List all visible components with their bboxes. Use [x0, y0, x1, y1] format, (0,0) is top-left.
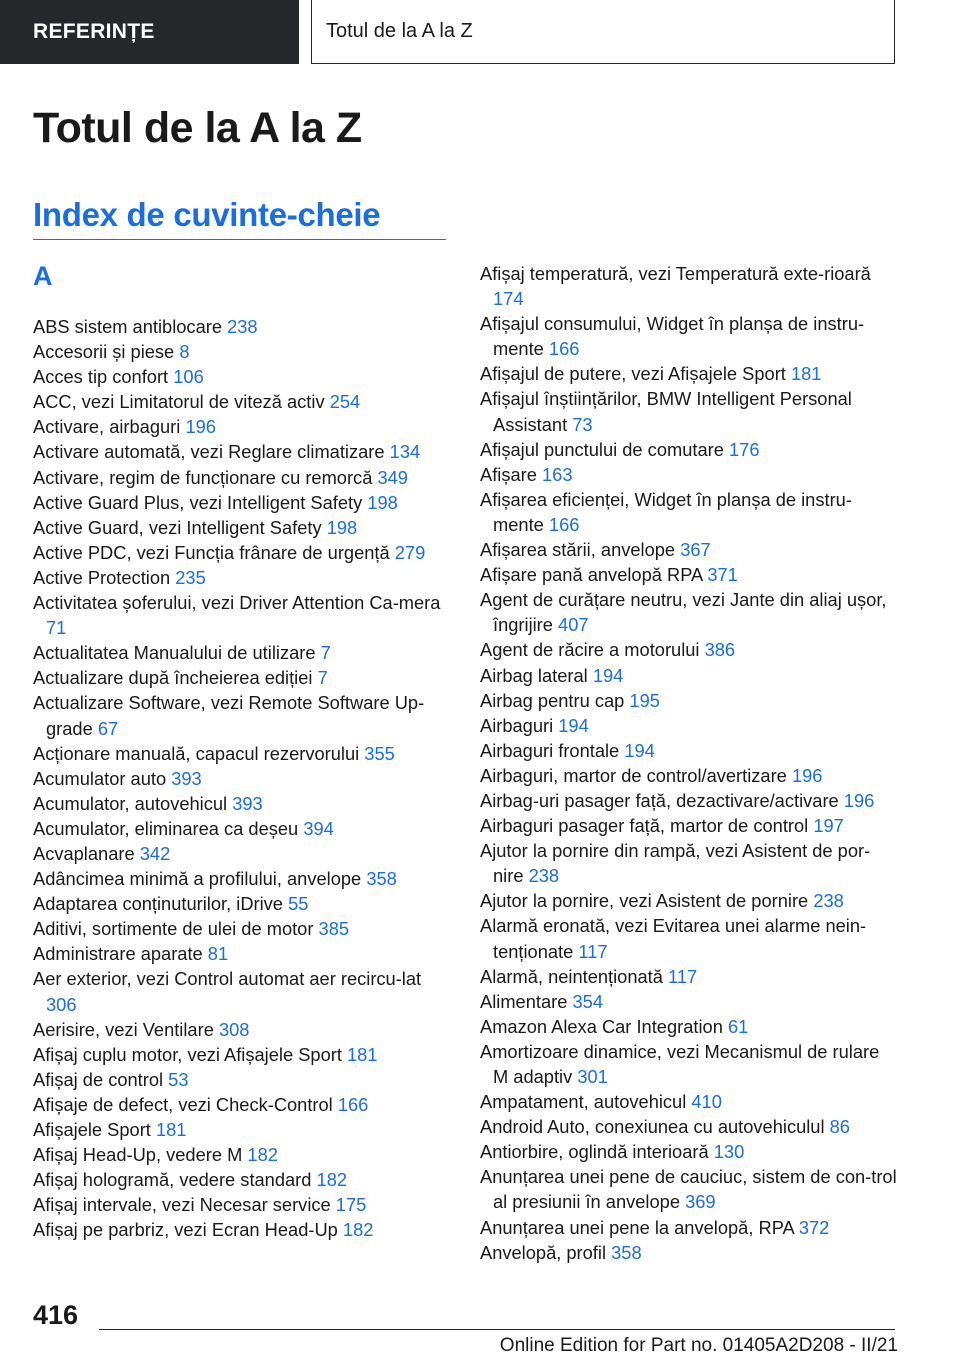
- index-entry: [33, 1167, 453, 1192]
- index-entry-page-link[interactable]: 166: [548, 338, 580, 360]
- index-entry-page-link[interactable]: 349: [377, 466, 408, 488]
- index-entry: [480, 537, 898, 562]
- index-entry: [33, 590, 453, 640]
- index-entry-page-link[interactable]: 358: [366, 868, 397, 890]
- index-entry: [33, 1017, 453, 1042]
- index-entry: [33, 791, 453, 816]
- index-entry-page-link[interactable]: 73: [572, 413, 593, 435]
- index-entry: [480, 487, 898, 537]
- page-title: Totul de la A la Z: [33, 104, 362, 152]
- index-entry-text: Afișajele Sport: [33, 1119, 151, 1140]
- index-entry: [33, 941, 453, 966]
- index-entry-text: Afișare pană anvelopă RPA: [480, 564, 703, 586]
- index-entry-page-link[interactable]: 130: [713, 1141, 745, 1163]
- index-entry-page-link[interactable]: 174: [493, 288, 524, 310]
- index-entry: [480, 311, 898, 361]
- chapter-tab-label: Totul de la A la Z: [326, 20, 473, 42]
- index-entry-text: Afișajul înștiințărilor, BMW Intelligent Personal Assistant: [480, 388, 852, 435]
- index-entry-text: Airbaguri: [480, 714, 554, 736]
- index-entry: [33, 841, 453, 866]
- footer-edition-text: Online Edition for Part no. 01405A2D208 - II/21: [499, 1335, 898, 1356]
- index-entry-text: Amortizoare dinamice, vezi Mecanismul de rulare M adaptiv: [480, 1040, 880, 1087]
- index-entry-text: ACC, vezi Limitatorul de viteză activ: [33, 391, 325, 413]
- index-entry-text: Acționare manuală, capacul rezervorului: [33, 742, 360, 764]
- index-entry-page-link[interactable]: 342: [139, 842, 171, 864]
- index-entry-page-link[interactable]: 238: [813, 890, 844, 912]
- index-entry: [480, 989, 898, 1014]
- index-entry-page-link[interactable]: 7: [317, 667, 328, 689]
- index-entry-text: Actualitatea Manualului de utilizare: [33, 642, 316, 664]
- index-entry: [480, 913, 898, 963]
- index-entry-text: Active Guard, vezi Intelligent Safety: [33, 516, 322, 538]
- page-number: 416: [33, 1300, 79, 1330]
- index-entry: [33, 314, 453, 339]
- index-entry-page-link[interactable]: 198: [326, 516, 358, 538]
- index-entry-page-link[interactable]: 355: [364, 742, 395, 764]
- index-entry: [480, 738, 898, 763]
- index-entry: [480, 1039, 898, 1089]
- index-entry: [480, 1014, 898, 1039]
- index-entry-page-link[interactable]: 367: [680, 539, 711, 561]
- index-entry: [33, 465, 453, 490]
- index-entry-page-link[interactable]: 8: [179, 341, 190, 363]
- index-entry-page-link[interactable]: 181: [155, 1119, 187, 1140]
- index-entry-page-link[interactable]: 181: [347, 1043, 378, 1065]
- index-entry: [480, 1240, 898, 1265]
- index-entry-text: Anunțarea unei pene la anvelopă, RPA: [480, 1216, 794, 1238]
- index-column-right: [480, 261, 898, 1265]
- index-entry-text: Afișare: [480, 463, 537, 485]
- index-entry-text: Android Auto, conexiunea cu autovehiculul: [480, 1116, 825, 1138]
- index-entry-text: Acumulator, eliminarea ca deșeu: [33, 817, 299, 839]
- index-entry-page-link[interactable]: 371: [707, 564, 738, 586]
- index-entry: [33, 916, 453, 941]
- index-entry-text: Airbag pentru cap: [480, 689, 625, 711]
- index-entry: [33, 816, 453, 841]
- index-entry-text: Actualizare Software, vezi Remote Software Up‐grade: [33, 692, 425, 739]
- index-entry-page-link[interactable]: 393: [232, 792, 263, 814]
- index-entry: [33, 339, 453, 364]
- index-entry-page-link[interactable]: 194: [624, 739, 655, 761]
- index-entry: [480, 713, 898, 738]
- index-entry-text: Afișaj intervale, vezi Necesar service: [33, 1194, 331, 1216]
- index-entry-text: Alarmă, neintenționată: [480, 965, 663, 987]
- index-column-left: [33, 314, 453, 1242]
- index-entry-page-link[interactable]: 175: [335, 1194, 367, 1216]
- index-entry-page-link[interactable]: 53: [168, 1068, 189, 1090]
- index-entry: [33, 741, 453, 766]
- index-entry: [33, 1142, 453, 1167]
- index-entry-page-link[interactable]: 117: [668, 965, 698, 987]
- index-entry: [480, 1089, 898, 1114]
- index-entry-text: Accesorii și piese: [33, 341, 175, 363]
- index-entry: [33, 866, 453, 891]
- index-entry-page-link[interactable]: 194: [592, 664, 624, 686]
- index-entry-text: Amazon Alexa Car Integration: [480, 1015, 723, 1037]
- index-entry: [480, 1139, 898, 1164]
- index-entry-text: Airbag-uri pasager față, dezactivare/activare: [480, 789, 839, 811]
- index-entry-text: Alarmă eronată, vezi Evitarea unei alarme nein‐tenționate: [480, 915, 867, 962]
- index-entry: [480, 788, 898, 813]
- index-entry-text: Ampatament, autovehicul: [480, 1091, 687, 1113]
- index-entry-page-link[interactable]: 182: [342, 1219, 374, 1241]
- index-entry-page-link[interactable]: 254: [329, 391, 361, 413]
- index-entry: [33, 966, 453, 1016]
- section-tab: [0, 0, 299, 64]
- index-entry-text: Anunțarea unei pene de cauciuc, sistem de con‐trol al presiunii în anvelope: [480, 1166, 897, 1213]
- index-entry: [480, 1215, 898, 1240]
- index-entry-page-link[interactable]: 354: [572, 990, 603, 1012]
- index-entry-text: Anvelopă, profil: [480, 1241, 607, 1263]
- index-entry-page-link[interactable]: 197: [813, 815, 844, 837]
- index-entry-text: Activare, regim de funcționare cu remorcă: [33, 466, 373, 488]
- index-entry-text: Afișaje de defect, vezi Check-Control: [33, 1093, 333, 1115]
- index-entry-page-link[interactable]: 358: [611, 1241, 642, 1263]
- index-entry-text: Afișajul de putere, vezi Afișajele Sport: [480, 363, 786, 385]
- index-entry-text: Afișaj hologramă, vedere standard: [33, 1169, 312, 1191]
- index-entry-page-link[interactable]: 194: [558, 714, 589, 736]
- index-entry-page-link[interactable]: 196: [791, 764, 823, 786]
- section-divider: [33, 239, 446, 240]
- index-entry-text: Activare automată, vezi Reglare climatizare: [33, 441, 385, 463]
- index-entry-page-link[interactable]: 410: [691, 1091, 722, 1113]
- index-entry-text: Afișaj temperatură, vezi Temperatură exte‐rioară: [480, 263, 871, 284]
- index-entry-page-link[interactable]: 181: [790, 363, 822, 385]
- index-entry: [33, 1067, 453, 1092]
- index-entry-text: Acvaplanare: [33, 842, 135, 864]
- index-entry-text: Activitatea șoferului, vezi Driver Attention Ca‐mera: [33, 592, 441, 614]
- index-entry-page-link[interactable]: 308: [218, 1018, 250, 1040]
- index-entry: [33, 1217, 453, 1242]
- index-entry-page-link[interactable]: 393: [171, 767, 202, 789]
- index-entry: [33, 364, 453, 389]
- index-entry-page-link[interactable]: 67: [97, 717, 119, 739]
- index-entry: [480, 437, 898, 462]
- index-entry-text: Active Guard Plus, vezi Intelligent Safety: [33, 491, 363, 513]
- index-entry: [33, 414, 453, 439]
- index-entry: [480, 386, 898, 436]
- index-entry: [480, 663, 898, 688]
- index-entry: [33, 389, 453, 414]
- index-entry-page-link[interactable]: 163: [542, 463, 573, 485]
- index-entry-text: Ajutor la pornire, vezi Asistent de pornire: [480, 890, 809, 912]
- index-entry-page-link[interactable]: 86: [829, 1116, 850, 1138]
- index-entry-page-link[interactable]: 134: [389, 441, 421, 463]
- index-entry-page-link[interactable]: 195: [629, 689, 660, 711]
- index-entry-page-link[interactable]: 182: [316, 1169, 348, 1191]
- index-entry: [33, 439, 453, 464]
- index-entry-text: Acumulator auto: [33, 767, 167, 789]
- index-entry-text: Acumulator, autovehicul: [33, 792, 228, 814]
- index-entry: [480, 1114, 898, 1139]
- index-entry: [33, 766, 453, 791]
- index-entry-page-link[interactable]: 166: [337, 1093, 369, 1115]
- index-entry: [33, 565, 453, 590]
- index-entry-text: Acces tip confort: [33, 366, 169, 388]
- index-letter-heading: A: [33, 261, 53, 291]
- index-entry-text: Afișarea eficienței, Widget în planșa de instru‐mente: [480, 488, 852, 535]
- index-entry-text: Active Protection: [33, 566, 171, 588]
- index-entry-text: Agent de răcire a motorului: [480, 639, 700, 661]
- index-entry: [480, 1164, 898, 1214]
- footer-divider: [99, 1329, 895, 1330]
- index-entry-page-link[interactable]: 106: [173, 366, 204, 388]
- index-entry-page-link[interactable]: 166: [548, 513, 580, 535]
- index-entry-text: Afișajul punctului de comutare: [480, 438, 724, 460]
- index-entry: [480, 964, 898, 989]
- index-entry: [33, 690, 453, 740]
- index-entry: [480, 562, 898, 587]
- chapter-tab: [311, 0, 895, 64]
- index-entry-text: Actualizare după încheierea ediției: [33, 667, 313, 689]
- index-entry: [33, 640, 453, 665]
- index-entry: [33, 1042, 453, 1067]
- index-entry-text: Airbaguri frontale: [480, 739, 620, 761]
- index-entry-text: Afișarea stării, anvelope: [480, 539, 676, 561]
- index-entry-page-link[interactable]: 55: [288, 893, 309, 915]
- index-entry-page-link[interactable]: 81: [207, 943, 229, 965]
- index-entry-page-link[interactable]: 182: [247, 1144, 278, 1166]
- index-entry: [480, 587, 898, 637]
- index-entry: [33, 1192, 453, 1217]
- index-entry-text: ABS sistem antiblocare: [33, 316, 222, 337]
- index-entry-page-link[interactable]: 117: [578, 940, 608, 962]
- index-entry-text: Antiorbire, oglindă interioară: [480, 1141, 709, 1163]
- index-entry-text: Alimentare: [480, 990, 568, 1012]
- index-entry: [480, 688, 898, 713]
- index-entry-page-link[interactable]: 71: [46, 617, 67, 639]
- section-tab-label: REFERINȚE: [33, 20, 155, 43]
- index-entry: [480, 888, 898, 913]
- index-entry-page-link[interactable]: 279: [394, 541, 426, 563]
- index-entry-text: Afișaj de control: [33, 1068, 164, 1090]
- index-entry-page-link[interactable]: 235: [175, 566, 206, 588]
- index-entry-text: Adâncimea minimă a profilului, anvelope: [33, 868, 362, 890]
- index-entry-page-link[interactable]: 369: [685, 1191, 716, 1213]
- index-entry-text: Afișaj Head-Up, vedere M: [33, 1144, 243, 1166]
- index-entry-text: Airbaguri pasager față, martor de control: [480, 815, 809, 837]
- index-entry: [480, 813, 898, 838]
- index-entry-page-link[interactable]: 301: [577, 1066, 608, 1087]
- index-entry-page-link[interactable]: 407: [558, 614, 589, 636]
- index-entry-text: Aerisire, vezi Ventilare: [33, 1018, 214, 1040]
- index-entry-page-link[interactable]: 385: [318, 918, 350, 940]
- index-entry-page-link[interactable]: 386: [704, 639, 736, 661]
- index-entry-page-link[interactable]: 306: [46, 993, 77, 1015]
- index-entry: [480, 637, 898, 662]
- index-entry: [33, 1117, 453, 1142]
- index-entry-text: Airbaguri, martor de control/avertizare: [480, 764, 787, 786]
- index-entry: [33, 665, 453, 690]
- index-entry-page-link[interactable]: 196: [843, 789, 875, 811]
- index-entry: [480, 462, 898, 487]
- index-entry-text: Aditivi, sortimente de ulei de motor: [33, 918, 314, 940]
- section-title: Index de cuvinte-cheie: [33, 196, 381, 233]
- index-entry-text: Ajutor la pornire din rampă, vezi Asistent de por‐nire: [480, 840, 871, 887]
- index-entry-page-link[interactable]: 61: [727, 1015, 749, 1037]
- index-entry: [480, 361, 898, 386]
- index-entry-text: Afișaj pe parbriz, vezi Ecran Head-Up: [33, 1219, 338, 1241]
- index-entry-page-link[interactable]: 176: [728, 438, 760, 460]
- index-entry-page-link[interactable]: 372: [798, 1216, 830, 1238]
- index-entry-page-link[interactable]: 196: [185, 416, 216, 438]
- index-entry-text: Afișaj cuplu motor, vezi Afișajele Sport: [33, 1043, 342, 1065]
- index-entry-text: Administrare aparate: [33, 943, 203, 965]
- index-entry: [33, 540, 453, 565]
- index-entry-text: Aer exterior, vezi Control automat aer recircu‐lat: [33, 968, 422, 990]
- index-entry: [33, 490, 453, 515]
- index-entry: [480, 763, 898, 788]
- index-entry-text: Active PDC, vezi Funcția frânare de urgență: [33, 541, 390, 563]
- index-entry: [480, 838, 898, 888]
- index-entry-text: Agent de curățare neutru, vezi Jante din aliaj ușor, îngrijire: [480, 589, 887, 636]
- index-entry-page-link[interactable]: 198: [367, 491, 398, 513]
- index-entry-page-link[interactable]: 394: [303, 817, 334, 839]
- index-entry-text: Airbag lateral: [480, 664, 588, 686]
- index-entry-text: Afișajul consumului, Widget în planșa de instru‐mente: [480, 313, 865, 360]
- index-entry: [33, 515, 453, 540]
- index-entry: [480, 261, 898, 311]
- index-entry-page-link[interactable]: 238: [528, 865, 560, 887]
- index-entry-text: Adaptarea conținuturilor, iDrive: [33, 893, 283, 915]
- index-entry-page-link[interactable]: 238: [227, 316, 258, 337]
- index-entry-text: Activare, airbaguri: [33, 416, 181, 438]
- index-entry: [33, 1092, 453, 1117]
- index-entry: [33, 891, 453, 916]
- index-entry-page-link[interactable]: 7: [320, 642, 331, 664]
